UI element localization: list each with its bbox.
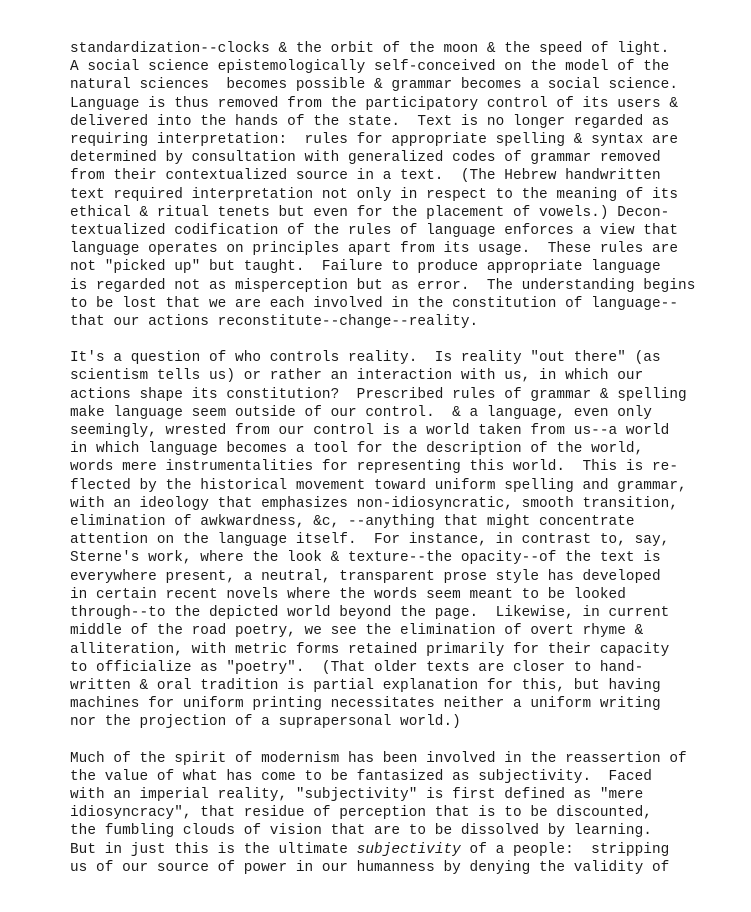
text-line: the fumbling clouds of vision that are to be dissolved by learning. xyxy=(70,823,652,840)
text-line xyxy=(70,841,730,859)
text-line: that our actions reconstitute--change--reality. xyxy=(70,314,479,331)
paragraph-break xyxy=(70,732,730,750)
paragraph-2 xyxy=(70,349,730,731)
text-line: to officialize as "poetry". (That older texts are closer to hand- xyxy=(70,659,644,676)
text-line: standardization--clocks & the orbit of the moon & the speed of light. xyxy=(70,41,670,57)
text-line: is regarded not as misperception but as error. The understanding begins xyxy=(70,277,696,294)
text-line: scientism tells us) or rather an interaction with us, in which our xyxy=(70,368,644,385)
text-line: from their contextualized source in a text. (The Hebrew handwritten xyxy=(70,168,661,185)
text-line: text required interpretation not only in respect to the meaning of its xyxy=(70,186,679,203)
text-line: words mere instrumentalities for representing this world. This is re- xyxy=(70,459,679,476)
text-line: us of our source of power in our humanness by denying the validity of xyxy=(70,859,670,876)
text-line: natural sciences becomes possible & grammar becomes a social science. xyxy=(70,77,679,94)
text-run: of a people: stripping xyxy=(460,841,670,858)
text-line: everywhere present, a neutral, transparent prose style has developed xyxy=(70,568,661,585)
text-line: the value of what has come to be fantasized as subjectivity. Faced xyxy=(70,768,652,785)
text-line: Sterne's work, where the look & texture--the opacity--of the text is xyxy=(70,550,661,567)
text-line: seemingly, wrested from our control is a world taken from us--a world xyxy=(70,423,670,440)
text-line: Much of the spirit of modernism has been involved in the reassertion of xyxy=(70,750,687,767)
paragraph-3 xyxy=(70,750,730,877)
text-line: delivered into the hands of the state. Text is no longer regarded as xyxy=(70,113,670,130)
text-line: determined by consultation with generalized codes of grammar removed xyxy=(70,150,661,167)
text-line: nor the projection of a suprapersonal world.) xyxy=(70,714,461,731)
text-line: actions shape its constitution? Prescribed rules of grammar & spelling xyxy=(70,386,687,403)
text-line: through--to the depicted world beyond the page. Likewise, in current xyxy=(70,605,670,622)
paragraph-1 xyxy=(70,40,730,331)
text-line: in certain recent novels where the words seem meant to be looked xyxy=(70,586,626,603)
text-line: alliteration, with metric forms retained primarily for their capacity xyxy=(70,641,670,658)
text-line: elimination of awkwardness, &c, --anything that might concentrate xyxy=(70,514,635,531)
text-line: It's a question of who controls reality. Is reality "out there" (as xyxy=(70,350,661,367)
text-line: written & oral tradition is partial explanation for this, but having xyxy=(70,677,661,694)
text-run: But in just this is the ultimate xyxy=(70,841,357,858)
text-line: flected by the historical movement toward uniform spelling and grammar, xyxy=(70,477,687,494)
text-line: with an ideology that emphasizes non-idiosyncratic, smooth transition, xyxy=(70,495,679,512)
text-line: language operates on principles apart from its usage. These rules are xyxy=(70,241,679,258)
text-line: attention on the language itself. For instance, in contrast to, say, xyxy=(70,532,670,549)
paragraph-break xyxy=(70,331,730,349)
text-line: with an imperial reality, "subjectivity" is first defined as "mere xyxy=(70,786,644,803)
text-line: in which language becomes a tool for the description of the world, xyxy=(70,441,644,458)
text-line: not "picked up" but taught. Failure to produce appropriate language xyxy=(70,259,661,276)
text-line: requiring interpretation: rules for appropriate spelling & syntax are xyxy=(70,132,679,149)
text-line: idiosyncracy", that residue of perception that is to be discounted, xyxy=(70,805,652,822)
text-line: textualized codification of the rules of language enforces a view that xyxy=(70,223,679,240)
text-line: make language seem outside of our control. & a language, even only xyxy=(70,404,652,421)
text-line: machines for uniform printing necessitates neither a uniform writing xyxy=(70,696,661,713)
text-line: middle of the road poetry, we see the elimination of overt rhyme & xyxy=(70,623,644,640)
handwritten-emphasis: subjectivity xyxy=(356,841,461,858)
text-column xyxy=(70,40,730,877)
text-line: Language is thus removed from the participatory control of its users & xyxy=(70,95,679,112)
text-line: to be lost that we are each involved in the constitution of language-- xyxy=(70,295,679,312)
text-line: A social science epistemologically self-conceived on the model of the xyxy=(70,59,670,76)
text-line: ethical & ritual tenets but even for the placement of vowels.) Decon- xyxy=(70,204,670,221)
